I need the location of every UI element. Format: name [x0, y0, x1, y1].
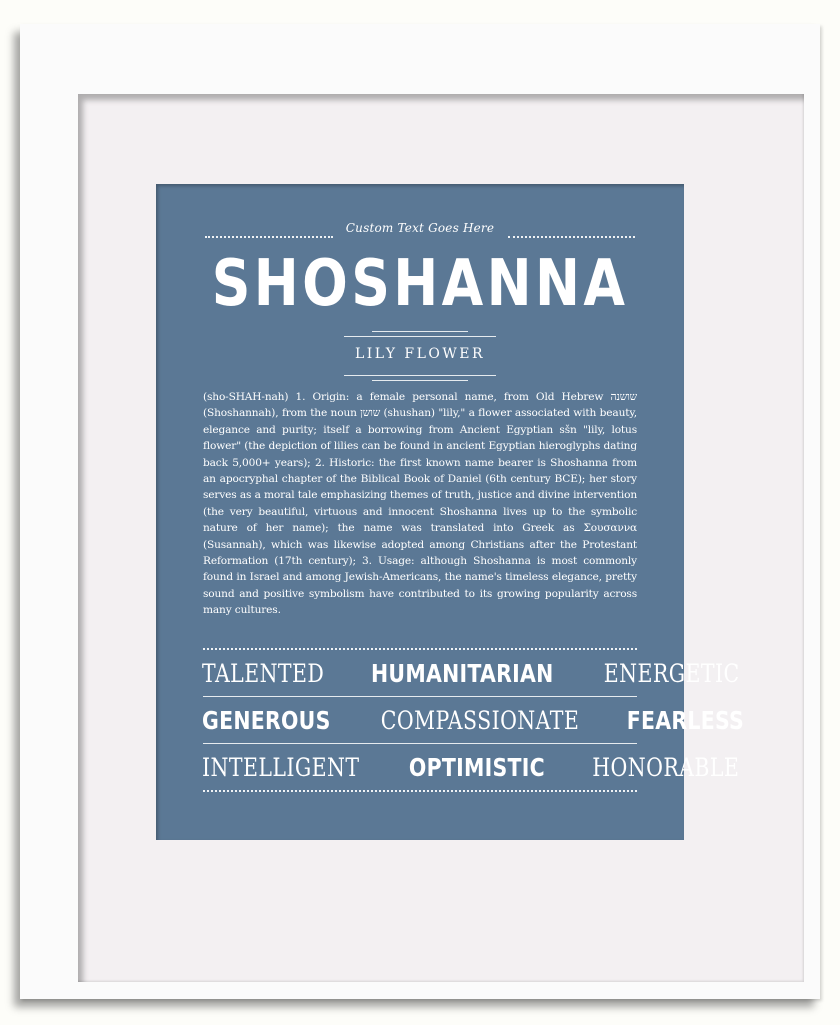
- traits-row: [202, 703, 744, 739]
- name-definition: (sho-SHAH-nah) 1. Origin: a female personal name, from Old Hebrew שושנה (Shoshannah), from the noun שושן (shushan) "lily," a flower associated with beauty, elegance and purity; itself a borrowing from Ancient Egyptian sšn "lily, lotus flower" (the depiction of lilies can be found in ancient Egyptian hieroglyphs dating back 5,000+ years); 2. Historic: the first known name bearer is Shoshanna from an apocryphal chapter of the Biblical Book of Daniel (6th century BCE); her story serves as a moral tale emphasizing themes of truth, justice and divine intervention (the very beautiful, virtuous and innocent Shoshanna lives up to the symbolic nature of her name); the name was translated into Greek as Σουσαννα (Susannah), which was likewise adopted among Christians after the Protestant Reformation (17th century); 3. Usage: although Shoshanna is most commonly found in Israel and among Jewish-Americans, the name's timeless elegance, pretty sound and positive symbolism have contributed to its growing popularity across many cultures.: [203, 391, 637, 617]
- meaning-bottom-rule: [372, 380, 468, 381]
- custom-text: Custom Text Goes Here: [345, 221, 495, 235]
- traits-row-divider: [203, 696, 637, 697]
- meaning-top-rule: [372, 331, 468, 332]
- trait-word: HONORABLE: [592, 753, 740, 782]
- top-left-dotted-divider: [205, 236, 333, 238]
- trait-word: OPTIMISTIC: [408, 753, 545, 782]
- traits-row: [202, 656, 740, 692]
- traits-row: [202, 750, 740, 786]
- top-right-dotted-divider: [508, 236, 635, 238]
- traits-bottom-dotted-divider: [203, 790, 637, 792]
- name-meaning: LILY FLOWER: [354, 346, 486, 362]
- traits-top-dotted-divider: [203, 648, 637, 650]
- traits-row-divider: [203, 743, 637, 744]
- trait-word: FEARLESS: [626, 706, 744, 735]
- trait-word: INTELLIGENT: [202, 753, 360, 782]
- trait-word: COMPASSIONATE: [380, 706, 580, 735]
- meaning-top-rule-wide: [344, 336, 496, 337]
- trait-word: TALENTED: [202, 659, 325, 688]
- trait-word: GENEROUS: [202, 706, 331, 735]
- trait-word: ENERGETIC: [603, 659, 740, 688]
- trait-word: HUMANITARIAN: [371, 659, 554, 688]
- meaning-bottom-rule-wide: [344, 375, 496, 376]
- name-print: [156, 184, 744, 840]
- name-title: SHOSHANNA: [211, 247, 629, 321]
